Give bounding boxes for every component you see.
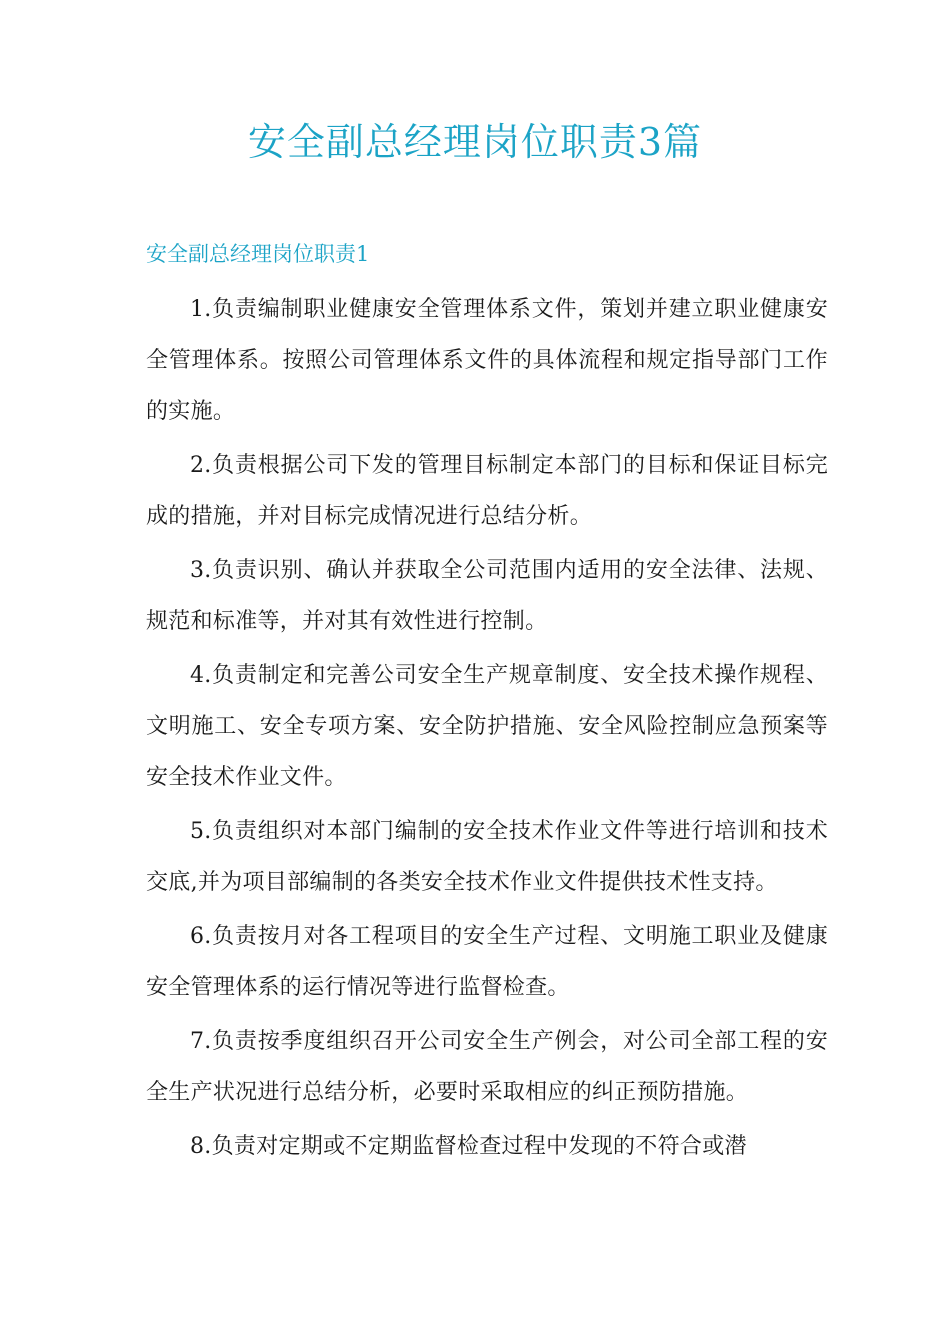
- paragraph-7: 7.负责按季度组织召开公司安全生产例会，对公司全部工程的安全生产状况进行总结分析，必要时采取相应的纠正预防措施。: [146, 1029, 828, 1105]
- paragraph-2: 2.负责根据公司下发的管理目标制定本部门的目标和保证目标完成的措施，并对目标完成情况进行总结分析。: [146, 453, 828, 529]
- paragraph-1: 1.负责编制职业健康安全管理体系文件，策划并建立职业健康安全管理体系。按照公司管理体系文件的具体流程和规定指导部门工作的实施。: [146, 297, 828, 424]
- paragraph-4: 4.负责制定和完善公司安全生产规章制度、安全技术操作规程、文明施工、安全专项方案、安全防护措施、安全风险控制应急预案等安全技术作业文件。: [146, 663, 828, 790]
- paragraph-6: 6.负责按月对各工程项目的安全生产过程、文明施工职业及健康安全管理体系的运行情况等进行监督检查。: [146, 924, 828, 1000]
- paragraph-8: 8.负责对定期或不定期监督检查过程中发现的不符合或潜: [190, 1134, 747, 1159]
- paragraph-3: 3.负责识别、确认并获取全公司范围内适用的安全法律、法规、规范和标准等，并对其有效性进行控制。: [146, 558, 828, 634]
- section-heading: 安全副总经理岗位职责1: [146, 242, 370, 266]
- document-title: 安全副总经理岗位职责3篇: [247, 120, 703, 164]
- paragraph-5: 5.负责组织对本部门编制的安全技术作业文件等进行培训和技术交底,并为项目部编制的各类安全技术作业文件提供技术性支持。: [146, 819, 828, 895]
- document-body: [146, 284, 828, 1175]
